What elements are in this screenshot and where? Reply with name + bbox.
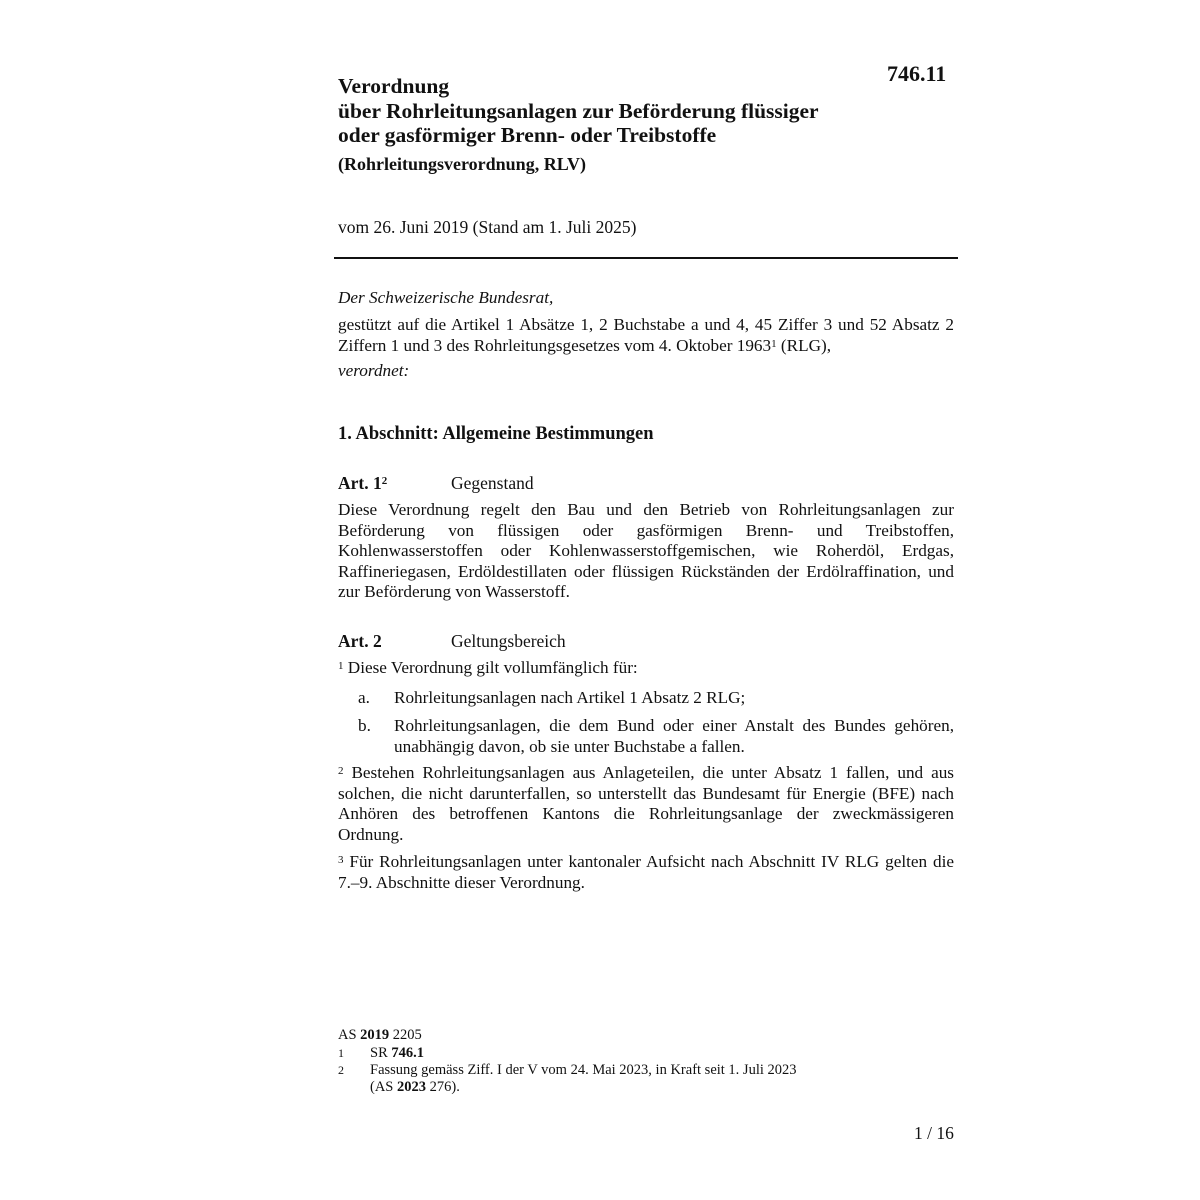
as-reference bbox=[338, 1027, 958, 1045]
footnote-text bbox=[370, 1045, 424, 1062]
article-2-paragraph-3 bbox=[338, 852, 954, 893]
footnote-text-cont bbox=[370, 1079, 460, 1096]
paragraph-number: 3 bbox=[338, 854, 344, 866]
article-1-label bbox=[338, 472, 451, 494]
article-2-label: Art. 2 bbox=[338, 631, 382, 651]
date-line: vom 26. Juni 2019 (Stand am 1. Juli 2025) bbox=[338, 217, 637, 237]
footnote-2-cont bbox=[338, 1079, 958, 1096]
list-marker: a. bbox=[358, 688, 370, 707]
title-line-2: über Rohrleitungsanlagen zur Beförderung flüssiger bbox=[338, 98, 819, 123]
list-text: Rohrleitungsanlagen nach Artikel 1 Absatz 2 RLG; bbox=[394, 688, 746, 707]
article-1-heading bbox=[338, 472, 534, 494]
preamble-basis-end: (RLG), bbox=[776, 335, 832, 355]
fn2-prefix: (AS bbox=[370, 1079, 397, 1095]
paragraph-text: Für Rohrleitungsanlagen unter kantonaler Aufsicht nach Abschnitt IV RLG gelten die 7.–9. Abschnitte dieser Verordnung. bbox=[338, 852, 954, 892]
fn1-prefix: SR bbox=[370, 1045, 392, 1061]
as-prefix: AS bbox=[338, 1027, 361, 1043]
footnote-number: 2 bbox=[338, 1063, 344, 1077]
paragraph-text: Bestehen Rohrleitungsanlagen aus Anlageteilen, die unter Absatz 1 fallen, und aus solchen, die nicht darunterfallen, so unterstellt das Bundesamt für Energie (BFE) nach Anhören des betroffenen Kantons die Rohrleitungsanlage der zweckmässigeren Ordnung. bbox=[338, 763, 954, 844]
footnote-ref-2[interactable]: 2 bbox=[381, 475, 388, 487]
preamble-decrees: verordnet: bbox=[338, 361, 410, 380]
page-number: 1 / 16 bbox=[914, 1123, 954, 1143]
article-1-title: Gegenstand bbox=[451, 473, 534, 493]
footnote-ref-1[interactable]: 1 bbox=[771, 337, 777, 350]
paragraph-text: Diese Verordnung gilt vollumfänglich für: bbox=[347, 658, 638, 677]
footnote-number: 1 bbox=[338, 1046, 344, 1060]
ordinance-title bbox=[338, 74, 898, 176]
fn2-suffix: 276). bbox=[426, 1079, 460, 1095]
preamble-basis bbox=[338, 315, 954, 356]
preamble-basis-text: gestützt auf die Artikel 1 Absätze 1, 2 Buchstabe a und 4, 45 Ziffer 3 und 52 Absatz 2 Ziffern 1 und 3 des Rohrleitungsgesetzes vom 4. Oktober 1963 bbox=[338, 315, 954, 355]
section-heading: 1. Abschnitt: Allgemeine Bestimmungen bbox=[338, 424, 654, 444]
footnote-1 bbox=[338, 1045, 958, 1062]
paragraph-number: 1 bbox=[338, 660, 344, 672]
article-2-heading bbox=[338, 630, 566, 652]
paragraph-number: 2 bbox=[338, 765, 344, 777]
fn1-sr: 746.1 bbox=[391, 1045, 424, 1061]
list-marker: b. bbox=[358, 716, 371, 735]
header-divider bbox=[334, 257, 958, 259]
fn2-year: 2023 bbox=[397, 1079, 426, 1095]
footnote-text: Fassung gemäss Ziff. I der V vom 24. Mai 2023, in Kraft seit 1. Juli 2023 bbox=[370, 1062, 797, 1078]
title-line-3: oder gasförmiger Brenn- oder Treibstoffe bbox=[338, 123, 717, 147]
ordinance-abbreviation: (Rohrleitungsverordnung, RLV) bbox=[338, 153, 587, 174]
article-2-title: Geltungsbereich bbox=[451, 631, 566, 651]
footnotes bbox=[338, 1027, 958, 1096]
article-1-text: Diese Verordnung regelt den Bau und den Betrieb von Rohrleitungsanlagen zur Beförderung von flüssigen oder gasförmigen Brenn- und Treibstoffen, Kohlenwasserstoffen oder Kohlenwasserstoffgemischen, wie Roherdöl, Erdgas, Raffineriegasen, Erdöldestillaten oder flüssigen Rückständen der Erdölraffination, und zur Beförderung von Wasserstoff. bbox=[338, 500, 954, 602]
article-1-number: Art. 1 bbox=[338, 473, 382, 493]
sr-number: 746.11 bbox=[887, 61, 947, 86]
footnote-2 bbox=[338, 1062, 958, 1079]
as-page: 2205 bbox=[389, 1027, 422, 1043]
article-2-paragraph-2 bbox=[338, 763, 954, 845]
preamble-authority: Der Schweizerische Bundesrat, bbox=[338, 288, 554, 307]
as-year: 2019 bbox=[360, 1027, 390, 1043]
list-text: Rohrleitungsanlagen, die dem Bund oder einer Anstalt des Bundes gehören, unabhängig davon, ob sie unter Buchstabe a fallen. bbox=[394, 716, 954, 756]
article-2-paragraph-1 bbox=[338, 658, 954, 679]
title-line-1: Verordnung bbox=[338, 74, 450, 98]
